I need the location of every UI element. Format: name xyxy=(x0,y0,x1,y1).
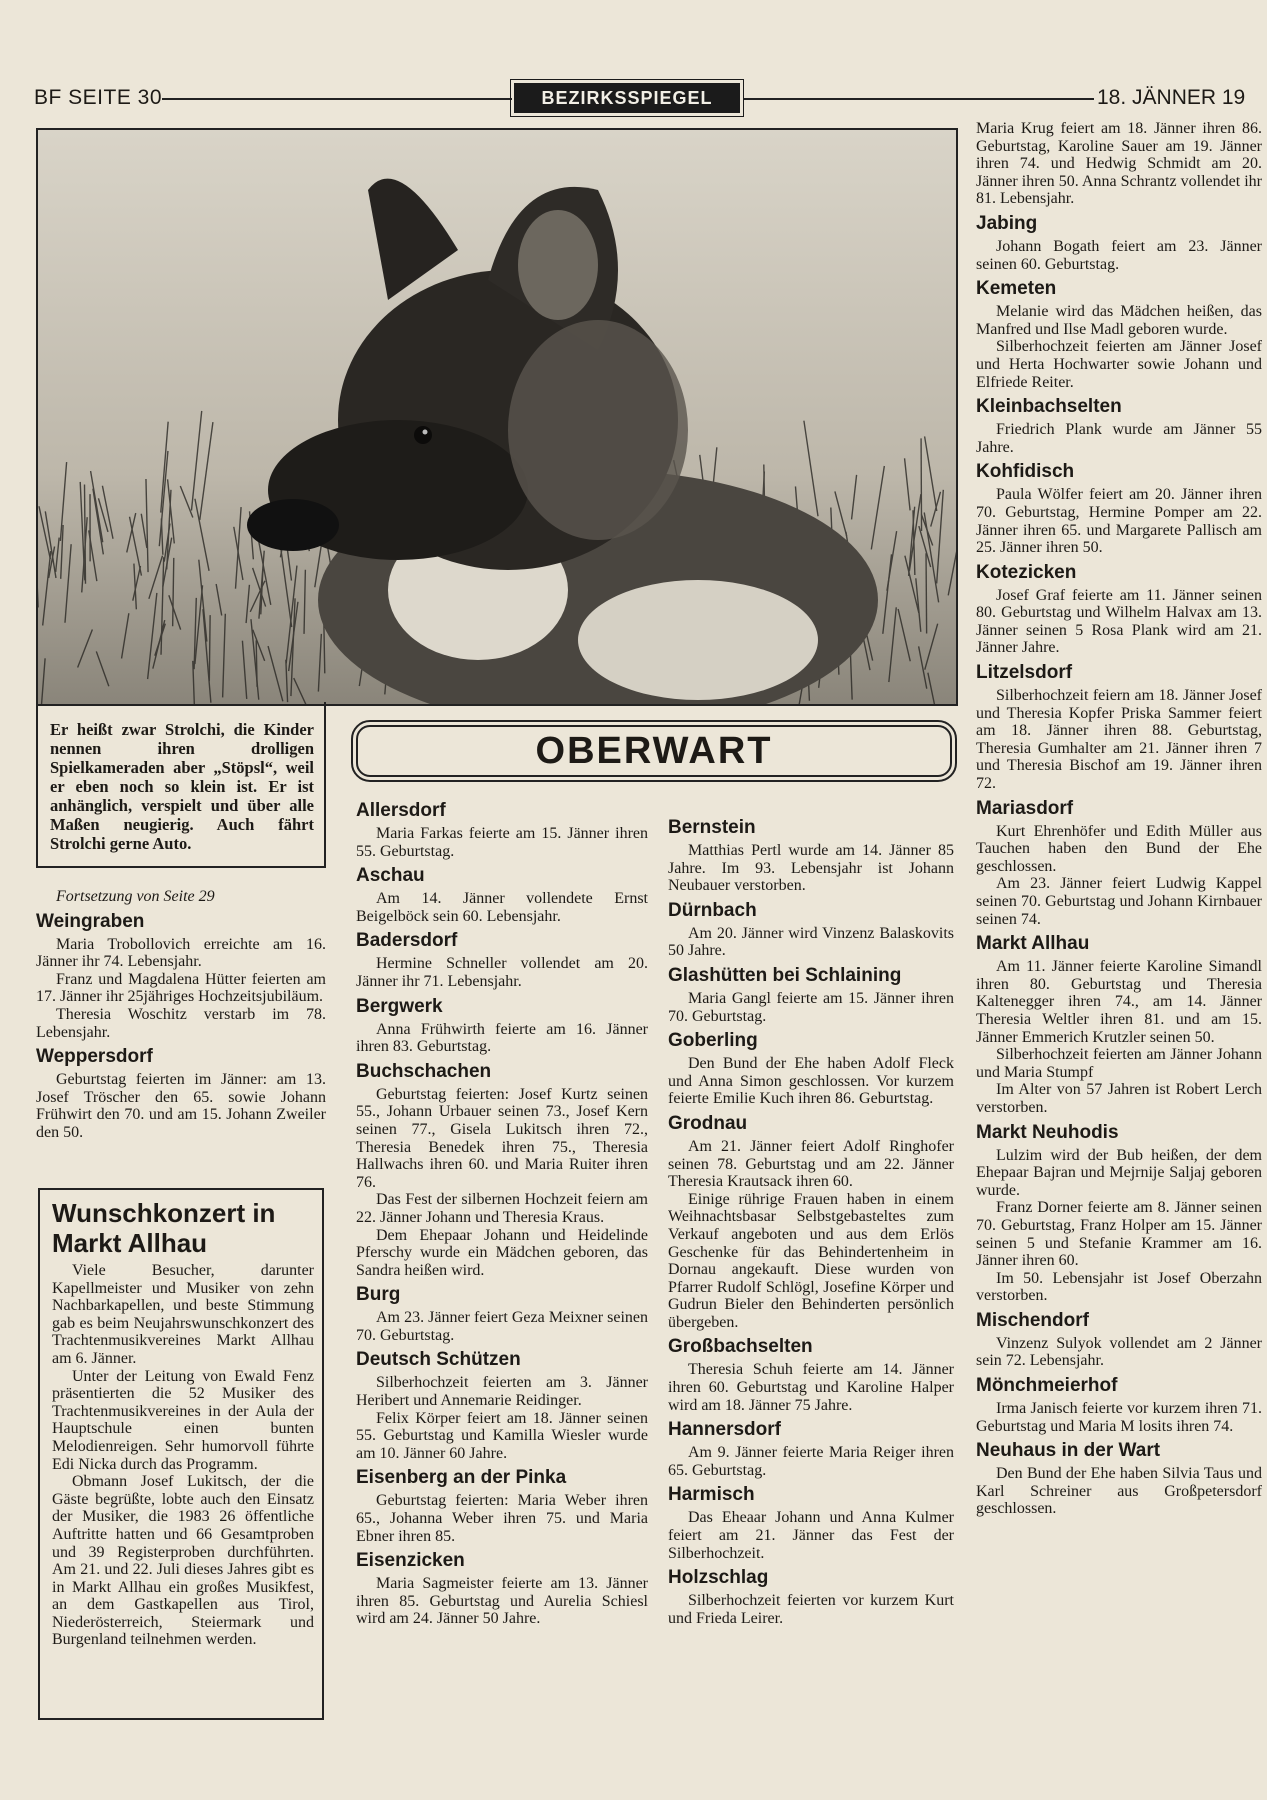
news-paragraph: Franz Dorner feierte am 8. Jänner seinen 70. Geburtstag, Franz Holper am 15. Jänner seinen 5 und Stefanie Krammer am 16. Jänner ihren 60. xyxy=(976,1199,1262,1270)
locality-heading: Glashütten bei Schlaining xyxy=(668,964,902,986)
news-paragraph: Lulzim wird der Bub heißen, der dem Ehepaar Bajran und Mejrnije Saljaj geboren wurde. xyxy=(976,1146,1262,1199)
news-paragraph: Theresia Schuh feierte am 14. Jänner ihren 60. Geburtstag und Karoline Halper wird am 18. Jänner 75 Jahre. xyxy=(668,1361,954,1414)
locality-heading: Eisenzicken xyxy=(356,1550,465,1572)
news-paragraph: Silberhochzeit feiern am 18. Jänner Josef und Theresia Kopfer Priska Sammer feiert am 18. Jänner ihren 88. Geburtstag, Theresia Gumhalter am 21. Jänner ihren 7 und Theresia Bischof am 19. Jänner ihren 72. xyxy=(976,687,1262,793)
news-paragraph: Silberhochzeit feierten vor kurzem Kurt und Frieda Leirer. xyxy=(668,1592,954,1627)
column-1 xyxy=(36,888,326,1142)
news-paragraph: Im 50. Lebensjahr ist Josef Oberzahn verstorben. xyxy=(976,1269,1262,1305)
continuation-note: Fortsetzung von Seite 29 xyxy=(56,888,215,905)
locality-heading: Markt Allhau xyxy=(976,933,1090,955)
puppy-icon xyxy=(38,130,956,704)
locality-heading: Buchschachen xyxy=(356,1060,492,1082)
news-paragraph: Am 23. Jänner feiert Ludwig Kappel seinen 70. Geburtstag und Johann Kirnbauer seinen 74. xyxy=(976,875,1262,928)
news-paragraph: Silberhochzeit feierten am Jänner Josef und Herta Hochwarter sowie Johann und Elfriede Reiter. xyxy=(976,338,1262,391)
header-rule-right xyxy=(744,98,1094,100)
locality-heading: Aschau xyxy=(356,865,425,887)
news-paragraph: Maria Gangl feierte am 15. Jänner ihren 70. Geburtstag. xyxy=(668,989,954,1025)
locality-heading: Weppersdorf xyxy=(36,1046,153,1068)
column-3 xyxy=(668,812,954,1627)
news-paragraph: Den Bund der Ehe haben Silvia Taus und Karl Schreiner aus Großpetersdorf geschlossen. xyxy=(976,1465,1262,1518)
issue-date: 18. JÄNNER 19 xyxy=(1097,86,1246,109)
photo-caption: Er heißt zwar Strolchi, die Kinder nennen ihren drolligen Spielkameraden aber „Stöpsl“, weil er eben noch so klein ist. Er ist anhänglich, verspielt und über alle Maßen neugierig. Auch fährt Strolchi gerne Auto. xyxy=(36,702,326,868)
news-paragraph: Paula Wölfer feiert am 20. Jänner ihren 70. Geburtstag, Hermine Pomper am 22. Jänner ihren 65. und Margarete Pallisch am 25. Jänner ihren 50. xyxy=(976,486,1262,557)
locality-heading: Deutsch Schützen xyxy=(356,1349,521,1371)
locality-heading: Holzschlag xyxy=(668,1567,769,1589)
news-paragraph: Franz und Magdalena Hütter feierten am 17. Jänner ihr 25jähriges Hochzeitsjubiläum. xyxy=(36,970,326,1006)
locality-heading: Jabing xyxy=(976,212,1038,234)
locality-heading: Badersdorf xyxy=(356,930,458,952)
news-paragraph: Am 14. Jänner vollendete Ernst Beigelböck sein 60. Lebensjahr. xyxy=(356,890,648,925)
news-paragraph: Hermine Schneller vollendet am 20. Jänner ihr 71. Lebensjahr. xyxy=(356,955,648,990)
news-paragraph: Matthias Pertl wurde am 14. Jänner 85 Jahre. Im 93. Lebensjahr ist Johann Neubauer verstorben. xyxy=(668,842,954,895)
locality-heading: Harmisch xyxy=(668,1484,755,1506)
news-paragraph: Dem Ehepaar Johann und Heidelinde Pferschy wurde ein Mädchen geboren, das Sandra heißen wird. xyxy=(356,1226,648,1279)
locality-heading: Markt Neuhodis xyxy=(976,1121,1119,1143)
locality-heading: Großbachselten xyxy=(668,1336,813,1358)
section-banner: BEZIRKSSPIEGEL xyxy=(514,83,740,113)
news-paragraph: Geburtstag feierten: Josef Kurtz seinen 55., Johann Urbauer seinen 73., Josef Kern seinen 77., Gisela Lukitsch ihren 72., Theresia Benedek ihren 75., Theresia Hallwachs ihren 60. und Maria Ruiter ihren 76. xyxy=(356,1085,648,1191)
district-heading: OBERWART xyxy=(356,725,952,777)
locality-heading: Allersdorf xyxy=(356,800,446,821)
news-paragraph: Silberhochzeit feierten am 3. Jänner Heribert und Annemarie Reidinger. xyxy=(356,1374,648,1410)
news-paragraph: Josef Graf feierte am 11. Jänner seinen 80. Geburtstag und Wilhelm Halvax am 13. Jänner seinen 5 Rosa Plank wird am 21. Jänner Jahre. xyxy=(976,586,1262,657)
news-paragraph: Das Fest der silbernen Hochzeit feiern am 22. Jänner Johann und Theresia Kraus. xyxy=(356,1191,648,1226)
news-paragraph: Anna Frühwirth feierte am 16. Jänner ihren 83. Geburtstag. xyxy=(356,1020,648,1056)
news-paragraph: Theresia Woschitz verstarb im 78. Lebensjahr. xyxy=(36,1005,326,1041)
news-paragraph: Am 11. Jänner feierte Karoline Simandl ihren 80. Geburtstag und Theresia Kaltenegger ihren 74., am 14. Jänner Theresia Weltler ihren 81. und am 15. Jänner Emmerich Krutzler seinen 50. xyxy=(976,958,1262,1046)
column-2 xyxy=(356,795,648,1628)
news-paragraph: Im Alter von 57 Jahren ist Robert Lerch verstorben. xyxy=(976,1081,1262,1116)
news-paragraph: Geburtstag feierten im Jänner: am 13. Josef Tröscher den 65. sowie Johann Frühwirt den 70. und am 15. Johann Zweiler den 50. xyxy=(36,1071,326,1141)
locality-heading: Bergwerk xyxy=(356,995,443,1017)
locality-heading: Kleinbachselten xyxy=(976,396,1122,418)
article-paragraph: Unter der Leitung von Ewald Fenz präsentierten die 52 Musiker des Trachtenmusikvereines in der Aula der Hauptschule einen bunten Melodienreigen. Sehr humorvoll führte Edi Nicka durch das Programm. xyxy=(52,1367,314,1473)
locality-heading: Dürnbach xyxy=(668,899,757,921)
wunschkonzert-article xyxy=(38,1188,324,1720)
col1-sections xyxy=(36,911,326,1142)
page-label: BF SEITE 30 xyxy=(34,86,163,109)
locality-heading: Litzelsdorf xyxy=(976,662,1073,684)
locality-heading: Mischendorf xyxy=(976,1309,1089,1331)
locality-heading: Neuhaus in der Wart xyxy=(976,1440,1161,1462)
locality-heading: Kohfidisch xyxy=(976,461,1075,483)
locality-heading: Kemeten xyxy=(976,278,1057,300)
news-paragraph: Maria Trobollovich erreichte am 16. Jänner ihr 74. Lebensjahr. xyxy=(36,935,326,971)
news-paragraph: Am 20. Jänner wird Vinzenz Balaskovits 50 Jahre. xyxy=(668,924,954,960)
locality-heading: Kotezicken xyxy=(976,561,1077,583)
article-paragraph: Viele Besucher, darunter Kapellmeister und Musiker von zehn Nachbarkapellen, und beste Stimmung gab es beim Neujahrswunschkonzert des Trachtenmusikvereines Markt Allhau am 6. Jänner. xyxy=(52,1262,314,1367)
article-title: Wunschkonzert in Markt Allhau xyxy=(52,1198,276,1258)
news-paragraph: Einige rührige Frauen haben in einem Weihnachtsbasar Selbstgebasteltes zum Verkauf angeboten und aus dem Erlös Geschenke für das Behindertenheim in Dornau angekauft. Diese wurden von Pfarrer Rudolf Schlögl, Josefine Körper und Gudrun Bieler den Behinderten persönlich übergeben. xyxy=(668,1190,954,1331)
news-paragraph: Am 9. Jänner feierte Maria Reiger ihren 65. Geburtstag. xyxy=(668,1444,954,1479)
locality-heading: Mönchmeierhof xyxy=(976,1375,1118,1397)
news-paragraph: Felix Körper feiert am 18. Jänner seinen 55. Geburtstag und Kamilla Wiesler wurde am 10. Jänner 60 Jahre. xyxy=(356,1409,648,1462)
news-paragraph: Maria Sagmeister feierte am 13. Jänner ihren 85. Geburtstag und Aurelia Schiesl wird am 24. Jänner 50 Jahre. xyxy=(356,1575,648,1628)
article-body xyxy=(52,1262,314,1649)
locality-heading: Grodnau xyxy=(668,1112,748,1134)
locality-heading: Weingraben xyxy=(36,910,145,932)
article-paragraph: Obmann Josef Lukitsch, der die Gäste begrüßte, lobte auch den Einsatz der Musiker, die 1983 26 öffentliche Auftritte hatten und 66 Gesamtproben und 39 Registerproben durchführten. Am 21. und 22. Juli dieses Jahres gibt es in Markt Allhau ein großes Musikfest, an dem Gastkapellen aus Tirol, Niederösterreich, Steiermark und Burgenland teilnehmen werden. xyxy=(52,1473,314,1649)
news-paragraph: Silberhochzeit feierten am Jänner Johann und Maria Stumpf xyxy=(976,1046,1262,1081)
news-paragraph: Den Bund der Ehe haben Adolf Fleck und Anna Simon geschlossen. Vor kurzem feierte Emilie Kuch ihren 86. Geburtstag. xyxy=(668,1055,954,1108)
news-paragraph: Am 21. Jänner feiert Adolf Ringhofer seinen 78. Geburtstag und am 22. Jänner Theresia Krautsack ihren 60. xyxy=(668,1137,954,1191)
locality-heading: Burg xyxy=(356,1284,401,1306)
locality-heading: Hannersdorf xyxy=(668,1419,781,1441)
news-paragraph: Geburtstag feierten: Maria Weber ihren 65., Johanna Weber ihren 75. und Maria Ebner ihren 85. xyxy=(356,1492,648,1545)
locality-heading: Eisenberg an der Pinka xyxy=(356,1467,567,1489)
news-paragraph: Friedrich Plank wurde am Jänner 55 Jahre. xyxy=(976,421,1262,456)
col4-lead: Maria Krug feiert am 18. Jänner ihren 86. Geburtstag, Karoline Sauer am 19. Jänner ihren 74. und Hedwig Schmidt am 20. Jänner ihren 50. Anna Schrantz vollendet ihr 81. Lebensjahr. xyxy=(976,120,1262,208)
news-paragraph: Maria Farkas feierte am 15. Jänner ihren 55. Geburtstag. xyxy=(356,825,648,860)
news-paragraph: Das Eheaar Johann und Anna Kulmer feiert am 21. Jänner das Fest der Silberhochzeit. xyxy=(668,1509,954,1562)
news-paragraph: Am 23. Jänner feiert Geza Meixner seinen 70. Geburtstag. xyxy=(356,1309,648,1344)
news-paragraph: Irma Janisch feierte vor kurzem ihren 71. Geburtstag und Maria M losits ihren 74. xyxy=(976,1400,1262,1435)
news-paragraph: Kurt Ehrenhöfer und Edith Müller aus Tauchen haben den Bund der Ehe geschlossen. xyxy=(976,822,1262,875)
locality-heading: Mariasdorf xyxy=(976,797,1074,819)
news-paragraph: Johann Bogath feiert am 23. Jänner seinen 60. Geburtstag. xyxy=(976,237,1262,273)
locality-heading: Goberling xyxy=(668,1030,758,1052)
puppy-photo xyxy=(36,128,958,706)
news-paragraph: Vinzenz Sulyok vollendet am 2 Jänner sein 72. Lebensjahr. xyxy=(976,1334,1262,1370)
locality-heading: Bernstein xyxy=(668,817,756,838)
news-paragraph: Melanie wird das Mädchen heißen, das Manfred und Ilse Madl geboren wurde. xyxy=(976,303,1262,338)
header-rule-left xyxy=(162,98,512,100)
column-4 xyxy=(976,120,1262,1790)
